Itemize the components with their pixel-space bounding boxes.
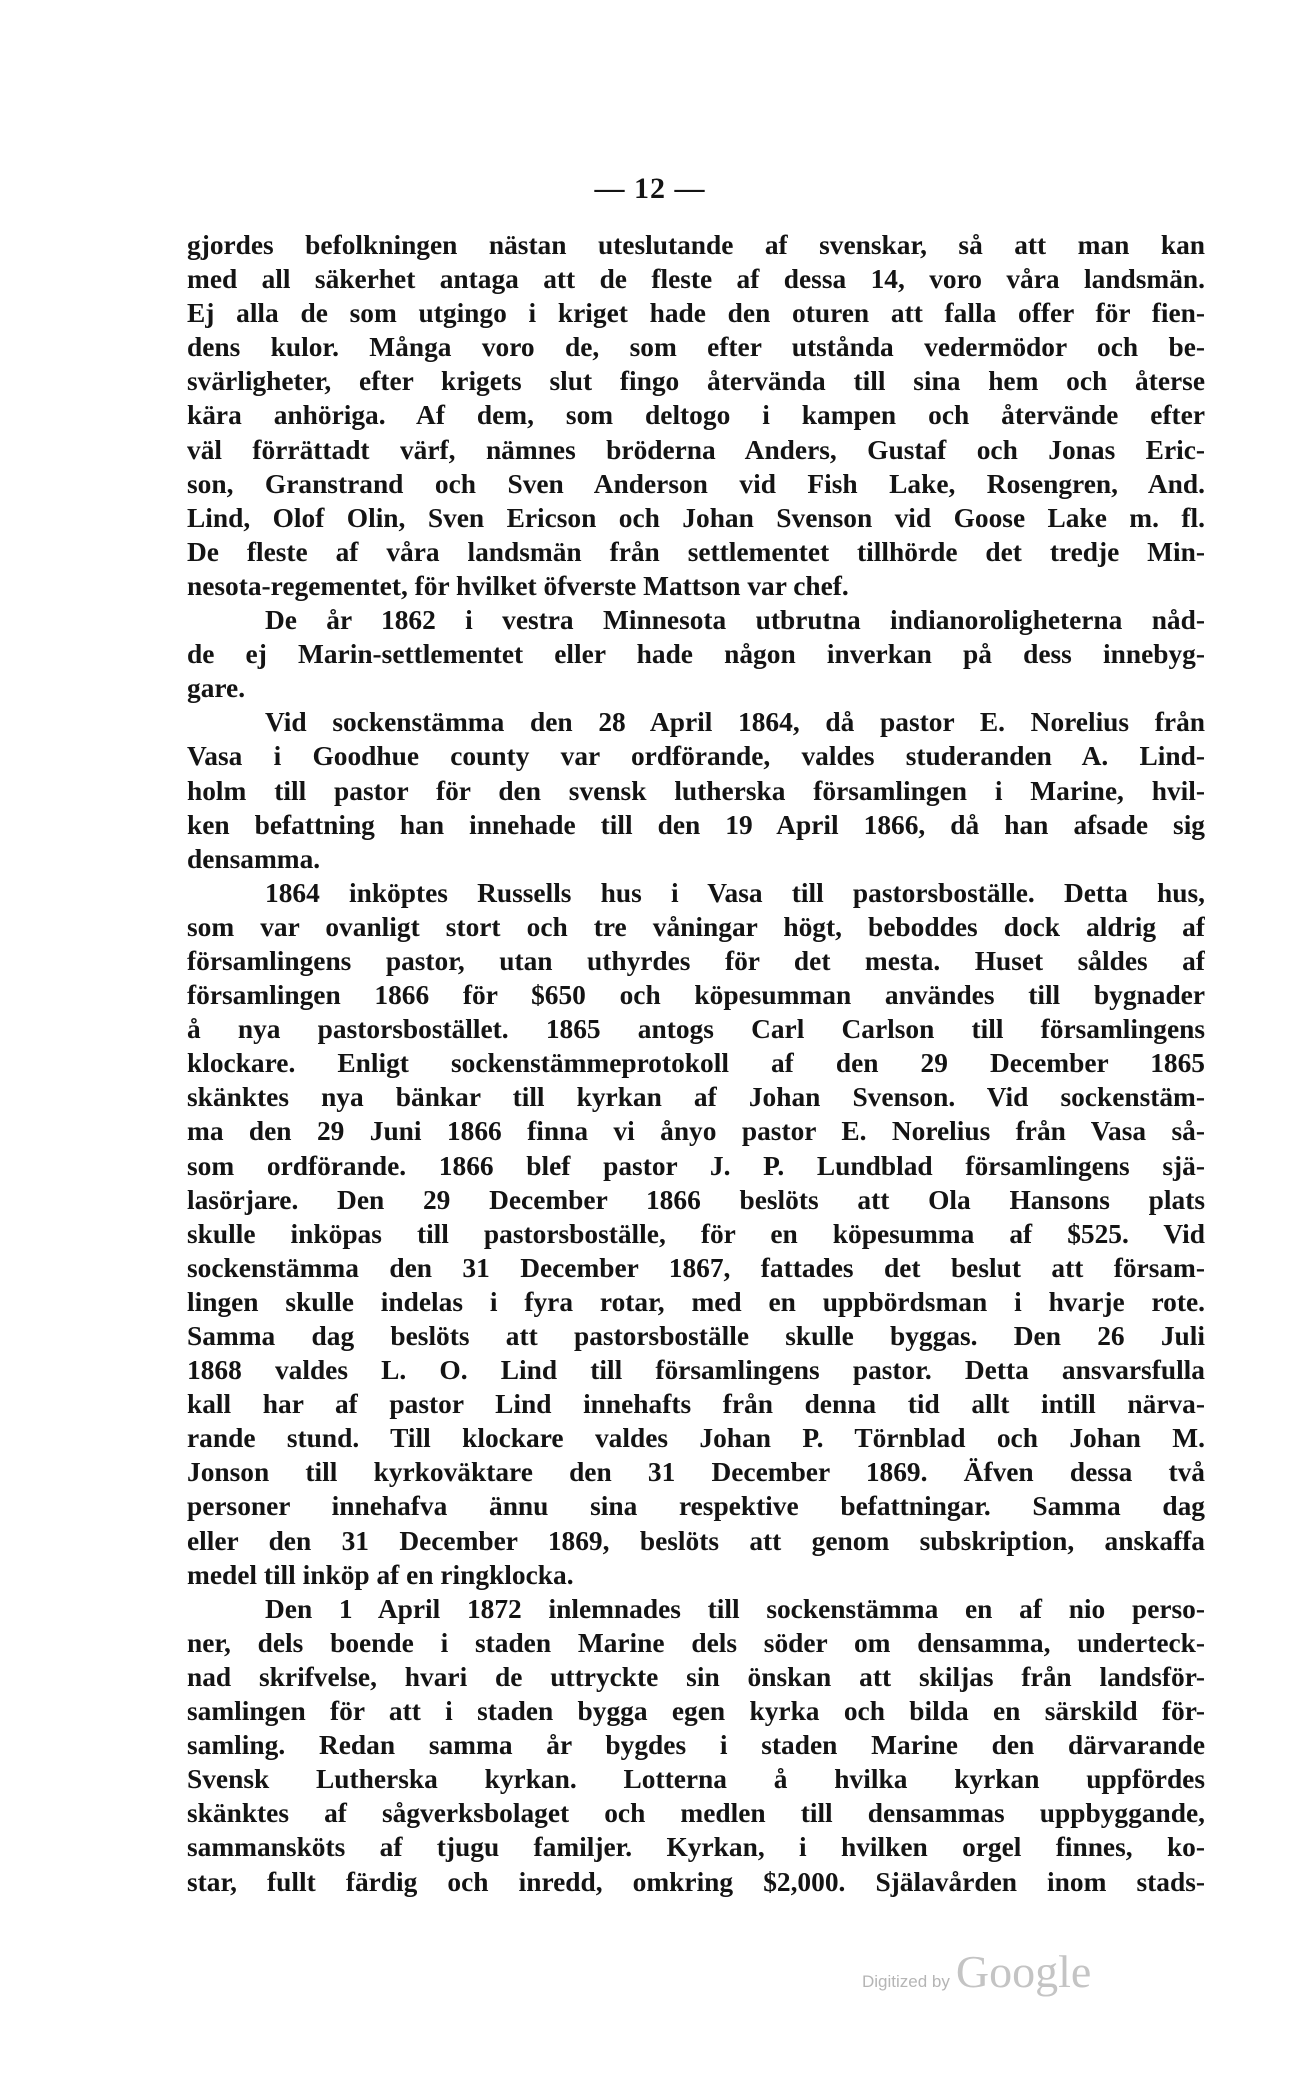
text-line: sockenstämma den 31 December 1867, fattades det beslut att försam- xyxy=(187,1252,1205,1283)
text-line: lasörjare. Den 29 December 1866 beslöts att Ola Hansons plats xyxy=(187,1184,1205,1215)
text-line: De år 1862 i vestra Minnesota utbrutna indianoroligheterna nåd- xyxy=(265,605,1205,636)
text-line: Vid sockenstämma den 28 April 1864, då pastor E. Norelius från xyxy=(265,707,1205,738)
text-line: eller den 31 December 1869, beslöts att genom subskription, anskaffa xyxy=(187,1525,1205,1556)
text-line: samlingen för att i staden bygga egen kyrka och bilda en särskild för- xyxy=(187,1696,1205,1727)
text-line: nesota-regementet, för hvilket öfverste Mattson var chef. xyxy=(187,570,849,601)
text-line: lingen skulle indelas i fyra rotar, med en uppbördsman i hvarje rote. xyxy=(187,1286,1205,1317)
text-line: kall har af pastor Lind innehafts från denna tid allt intill närva- xyxy=(187,1389,1205,1420)
text-line: ner, dels boende i staden Marine dels söder om densamma, underteck- xyxy=(187,1627,1205,1658)
text-line: Lind, Olof Olin, Sven Ericson och Johan Svenson vid Goose Lake m. fl. xyxy=(187,502,1205,533)
text-line: Svensk Lutherska kyrkan. Lotterna å hvilka kyrkan uppfördes xyxy=(187,1764,1205,1795)
text-line: rande stund. Till klockare valdes Johan P. Törnblad och Johan M. xyxy=(187,1423,1205,1454)
text-line: klockare. Enligt sockenstämmeprotokoll af den 29 December 1865 xyxy=(187,1048,1205,1079)
text-line: å nya pastorsbostället. 1865 antogs Carl Carlson till församlingens xyxy=(187,1014,1205,1045)
watermark-prefix: Digitized by xyxy=(862,1972,950,1991)
text-line: personer innehafva ännu sina respektive befattningar. Samma dag xyxy=(187,1491,1205,1522)
text-line: 1868 valdes L. O. Lind till församlingens pastor. Detta ansvarsfulla xyxy=(187,1355,1205,1386)
text-line: nad skrifvelse, hvari de uttryckte sin önskan att skiljas från landsför- xyxy=(187,1661,1205,1692)
text-line: skänktes af sågverksbolaget och medlen till densammas uppbyggande, xyxy=(187,1798,1205,1829)
text-line: ken befattning han innehade till den 19 April 1866, då han afsade sig xyxy=(187,809,1205,840)
text-line: holm till pastor för den svensk lutherska församlingen i Marine, hvil- xyxy=(187,775,1205,806)
body-text xyxy=(187,228,1205,1899)
text-line: väl förrättadt värf, nämnes bröderna Anders, Gustaf och Jonas Eric- xyxy=(187,434,1205,465)
page-number: — 12 — xyxy=(594,172,706,205)
text-line: ma den 29 Juni 1866 finna vi ånyo pastor E. Norelius från Vasa så- xyxy=(187,1116,1205,1147)
text-line: församlingen 1866 för $650 och köpesumman användes till bygnader xyxy=(187,980,1205,1011)
digitized-watermark xyxy=(862,1945,1122,2005)
text-line: som ordförande. 1866 blef pastor J. P. Lundblad församlingens sjä- xyxy=(187,1150,1205,1181)
text-line: son, Granstrand och Sven Anderson vid Fish Lake, Rosengren, And. xyxy=(187,468,1205,499)
text-line: gjordes befolkningen nästan uteslutande af svenskar, så att man kan xyxy=(187,230,1205,260)
text-line: sammansköts af tjugu familjer. Kyrkan, i hvilken orgel finnes, ko- xyxy=(187,1832,1205,1863)
text-line: Samma dag beslöts att pastorsboställe skulle byggas. Den 26 Juli xyxy=(187,1321,1205,1351)
text-line: De fleste af våra landsmän från settlementet tillhörde det tredje Min- xyxy=(187,536,1205,567)
text-line: gare. xyxy=(187,673,246,704)
text-line: Jonson till kyrkoväktare den 31 December 1869. Äfven dessa två xyxy=(187,1457,1205,1488)
text-line: de ej Marin-settlementet eller hade någon inverkan på dess innebyg- xyxy=(187,639,1205,670)
text-line: samling. Redan samma år bygdes i staden Marine den därvarande xyxy=(187,1730,1205,1761)
text-line: star, fullt färdig och inredd, omkring $2,000. Själavården inom stads- xyxy=(187,1866,1205,1897)
text-line: församlingens pastor, utan uthyrdes för det mesta. Huset såldes af xyxy=(187,945,1205,976)
text-line: svärligheter, efter krigets slut fingo återvända till sina hem och återse xyxy=(187,366,1205,397)
text-line: dens kulor. Många voro de, som efter utstånda vedermödor och be- xyxy=(187,332,1205,363)
text-line: Vasa i Goodhue county var ordförande, valdes studeranden A. Lind- xyxy=(187,741,1205,772)
text-line: 1864 inköptes Russells hus i Vasa till pastorsboställe. Detta hus, xyxy=(265,877,1205,908)
text-line: skänktes nya bänkar till kyrkan af Johan Svenson. Vid sockenstäm- xyxy=(187,1082,1205,1113)
text-line: Ej alla de som utgingo i kriget hade den oturen att falla offer för fien- xyxy=(187,298,1205,329)
text-line: med all säkerhet antaga att de fleste af dessa 14, voro våra landsmän. xyxy=(187,264,1205,295)
text-line: skulle inköpas till pastorsboställe, för en köpesumma af $525. Vid xyxy=(187,1218,1205,1249)
text-line: kära anhöriga. Af dem, som deltogo i kampen och återvände efter xyxy=(187,400,1205,431)
text-line: medel till inköp af en ringklocka. xyxy=(187,1559,574,1590)
google-logo: Google xyxy=(955,1946,1092,1997)
text-line: Den 1 April 1872 inlemnades till sockenstämma en af nio perso- xyxy=(265,1593,1205,1624)
text-line: densamma. xyxy=(187,843,321,874)
text-line: som var ovanligt stort och tre våningar högt, beboddes dock aldrig af xyxy=(187,911,1205,942)
